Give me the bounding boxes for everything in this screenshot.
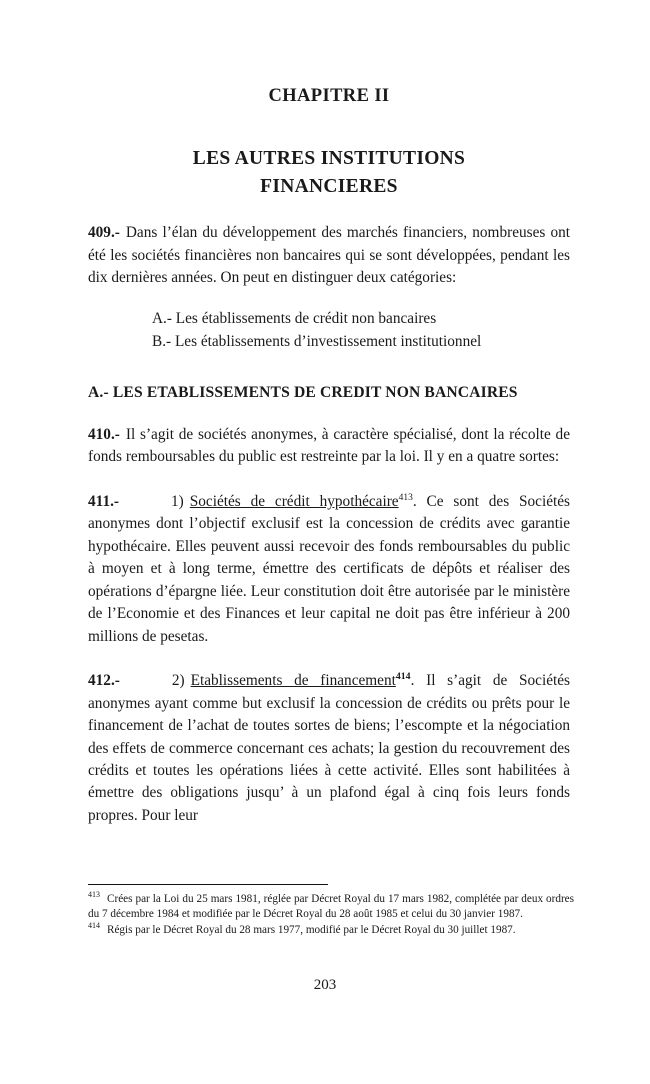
paragraph-411 [88, 491, 570, 648]
list-item: A.- Les établissements de crédit non bancaires [152, 309, 437, 327]
footnote-mark-413: 413 [88, 890, 100, 900]
paragraph-412-text: . Il s’agit de Sociétés anonymes ayant comme but exclusif la concession de crédits ou prêts pour le financement de l’achat de toutes sortes de biens; l’escompte et la négociation des effets de commerce concernant ces achats; la gestion du recouvrement des crédits et toutes les opérations liées à cette activité. Elles sont habilitées à émettre des obligations jusqu’ à un plafond égal à cinq fois leurs fonds propres. Pour leur [88, 672, 570, 824]
paragraph-411-item-marker: 1) [171, 492, 184, 510]
paragraph-410-number: 410.- [88, 425, 120, 443]
footnote-ref-413: 413 [398, 492, 413, 503]
main-title-line-2: FINANCIERES [260, 175, 398, 197]
main-title-line-1: LES AUTRES INSTITUTIONS [192, 148, 466, 169]
chapter-title: CHAPITRE II [268, 86, 390, 106]
paragraph-410-text: Il s’agit de sociétés anonymes, à caractère spécialisé, dont la récolte de fonds remboursables du public est restreinte par la loi. Il y en a quatre sortes: [88, 425, 570, 466]
paragraph-412-item-marker: 2) [171, 672, 185, 690]
paragraph-411-underlined-term: Sociétés de crédit hypothécaire [189, 492, 399, 510]
paragraph-409 [88, 222, 570, 289]
paragraph-409-number: 409.- [88, 224, 120, 242]
paragraph-411-text: . Ce sont des Sociétés anonymes dont l’objectif exclusif est la concession de crédits avec garantie hypothécaire. Elles peuvent aussi recevoir des fonds remboursables du public à moyen et à long terme, émettre des certificats de dépôts et réaliser des opérations d’épargne liée. Leur constitution doit être autorisée par le ministère de l’Economie et des Finances et leur capital ne doit pas être inférieur à 200 millions de pesetas. [88, 492, 570, 645]
category-list [152, 308, 570, 354]
paragraph-410 [88, 424, 570, 469]
footnote-entry [88, 892, 574, 922]
footnote-entry [88, 920, 574, 938]
footnote-text-413: Crées par la Loi du 25 mars 1981, réglée par Décret Royal du 17 mars 1982, complétée par deux ordres du 7 décembre 1984 et modifiée par le Décret Royal du 28 août 1985 et celui du 30 janvier 1987. [88, 893, 574, 920]
main-title [88, 145, 570, 200]
page-number: 203 [313, 977, 337, 993]
list-item: B.- Les établissements d’investissement institutionnel [152, 332, 482, 350]
section-heading-a: A.- LES ETABLISSEMENTS DE CREDIT NON BANCAIRES [88, 383, 518, 401]
footnote-ref-414: 414 [395, 670, 411, 682]
footnote-separator-rule [88, 884, 328, 885]
footnote-area [88, 884, 574, 938]
paragraph-412-number: 412.- [88, 672, 120, 690]
page-content [88, 0, 570, 843]
footnote-mark-414: 414 [88, 920, 100, 930]
paragraph-412 [88, 670, 570, 827]
paragraph-409-text: Dans l’élan du développement des marchés financiers, nombreuses ont été les sociétés financières non bancaires qui se sont développées, pendant les dix dernières années. On peut en distinguer deux catégories: [88, 224, 570, 287]
paragraph-412-underlined-term: Etablissements de financement [190, 672, 396, 690]
footnote-text-414: Régis par le Décret Royal du 28 mars 1977, modifié par le Décret Royal du 30 juillet 1987. [107, 923, 516, 936]
paragraph-411-number: 411.- [88, 492, 120, 510]
